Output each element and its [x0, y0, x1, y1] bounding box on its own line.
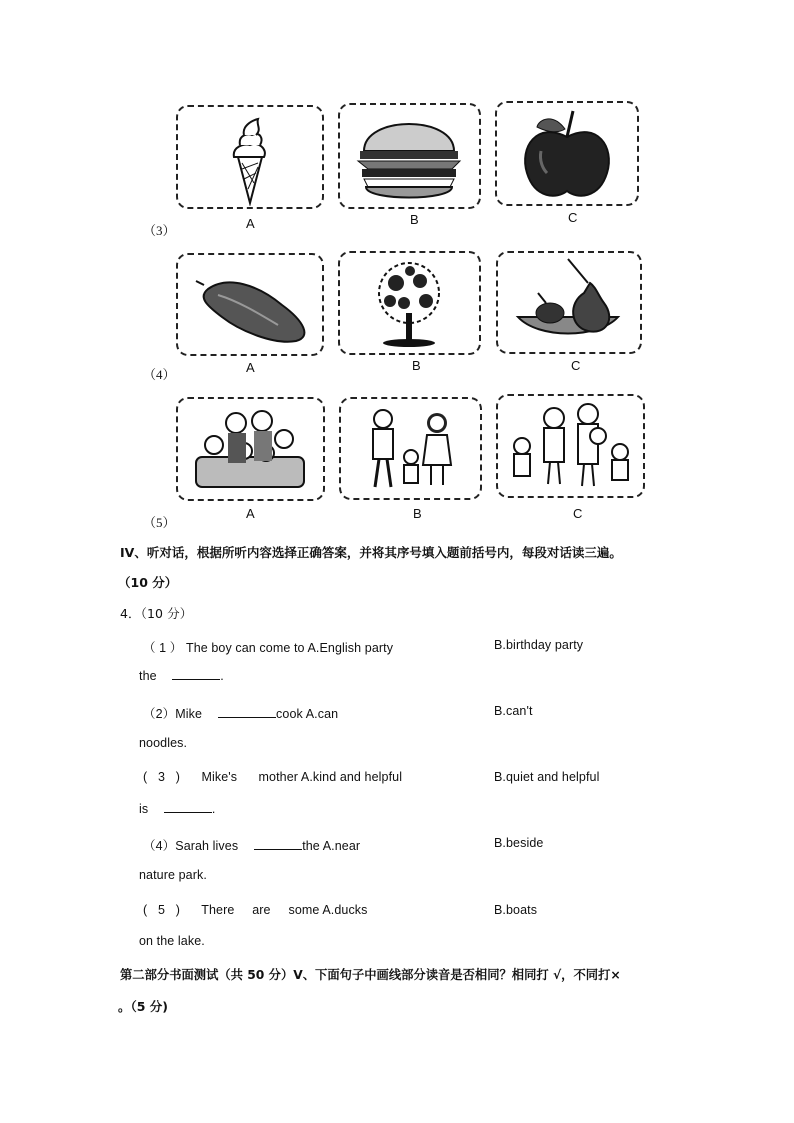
part-2-points: 。（5 分) [118, 999, 169, 1014]
ice-cream-icon [178, 107, 321, 206]
q2-line1 [143, 704, 338, 722]
section-4-heading: IV、听对话，根据所听内容选择正确答案，并将其序号填入题前括号内，每段对话读三遍。 [120, 545, 622, 560]
q4-line1-post: the A.near [302, 839, 361, 853]
q3-line2: is . [139, 802, 216, 816]
q2-line2: noodles. [139, 736, 188, 750]
q1-line2: the . [139, 669, 224, 683]
label-5c: C [573, 506, 583, 521]
family-of-five-icon [498, 396, 642, 495]
row-number-3: （3） [143, 223, 176, 238]
sweet-potato-icon [178, 255, 321, 353]
q1-option-b: B.birthday party [494, 638, 584, 652]
q5-option-b: B.boats [494, 903, 538, 917]
q2-line1-post: cook A.can [276, 707, 339, 721]
picture-box-3a [176, 105, 324, 209]
answer-blank-1[interactable] [172, 679, 220, 680]
picture-box-3c [495, 101, 639, 206]
label-3b: B [410, 212, 419, 227]
q5-line2: on the lake. [139, 934, 205, 948]
picture-box-4c [496, 251, 642, 354]
q4-option-b: B.beside [494, 836, 544, 850]
q4-line1-pre: （4）Sarah lives [143, 839, 239, 853]
row-number-4: （4） [143, 367, 176, 382]
picture-box-3b [338, 103, 481, 209]
picture-box-5a [176, 397, 325, 501]
section-4-points: （10 分） [118, 575, 178, 590]
label-4a: A [246, 360, 255, 375]
apple-icon [497, 103, 636, 203]
big-family-icon [178, 399, 322, 498]
q5-line1: ( 5 ) There are some A.ducks [143, 903, 368, 917]
label-5b: B [413, 506, 422, 521]
label-3c: C [568, 210, 578, 225]
q1-line1: （ 1 ） The boy can come to A.English party [143, 641, 394, 655]
answer-blank-2[interactable] [218, 717, 276, 718]
row-number-5: （5） [143, 515, 176, 530]
picture-box-4a [176, 253, 324, 356]
q3-option-b: B.quiet and helpful [494, 770, 600, 784]
q4-line2: nature park. [139, 868, 207, 882]
q4-line1 [143, 836, 360, 854]
label-5a: A [246, 506, 255, 521]
q3-line2-text: is [139, 802, 149, 816]
q2-line1-pre: （2）Mike [143, 707, 203, 721]
answer-blank-4[interactable] [254, 849, 302, 850]
part-2-heading: 第二部分书面测试（共 50 分）V、下面句子中画线部分读音是否相同？相同打 √，不同打× [120, 968, 621, 982]
q2-option-b: B.can't [494, 704, 533, 718]
q3-line1: ( 3 ) Mike's mother A.kind and helpful [143, 770, 403, 784]
tree-icon [340, 253, 478, 352]
q1-line2-text: the [139, 669, 157, 683]
label-4c: C [571, 358, 581, 373]
picture-box-5b [339, 397, 482, 500]
small-family-icon [341, 399, 479, 497]
pears-icon [498, 253, 639, 351]
picture-box-4b [338, 251, 481, 355]
picture-box-5c [496, 394, 645, 498]
hamburger-icon [340, 105, 478, 206]
question-4-header: 4．（10 分） [120, 606, 193, 621]
label-4b: B [412, 358, 421, 373]
label-3a: A [246, 216, 255, 231]
answer-blank-3[interactable] [164, 812, 212, 813]
